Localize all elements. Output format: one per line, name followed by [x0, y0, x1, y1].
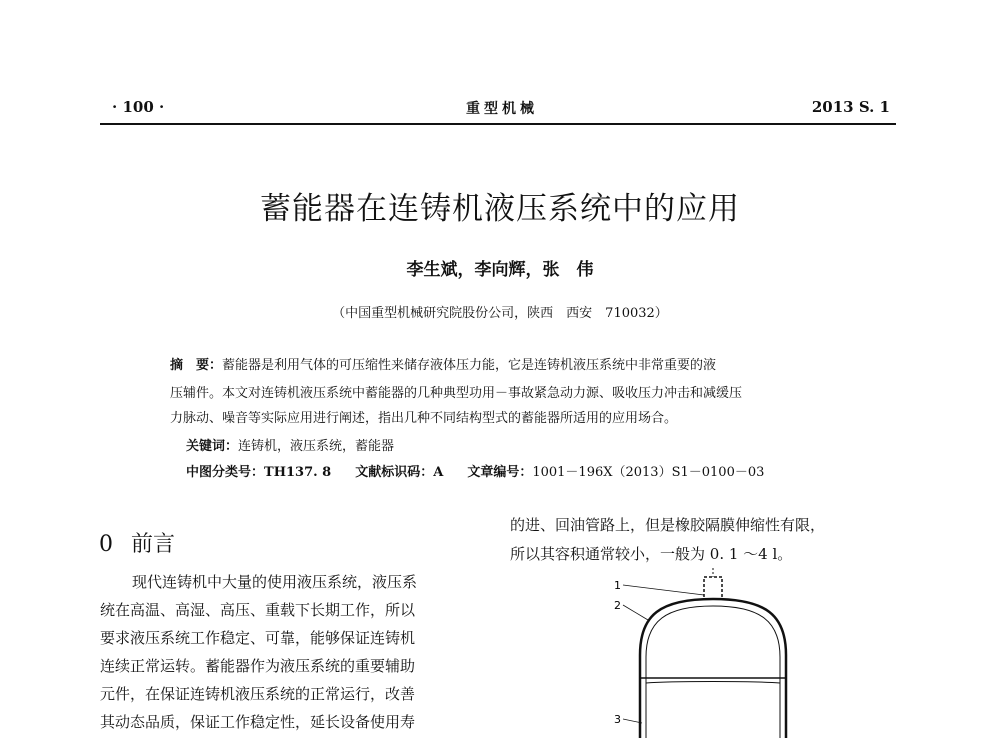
body-text-line: 所以其容积通常较小，一般为 0. 1 ～4 l。	[510, 545, 793, 563]
issue-number: 2013 S. 1	[811, 98, 890, 116]
article-affiliation: （中国重型机械研究院股份公司，陕西 西安 710032）	[332, 306, 668, 321]
journal-name: 重型机械	[466, 101, 538, 117]
body-text-line: 其动态品质，保证工作稳定性，延长设备使用寿	[100, 713, 416, 731]
figure-diaphragm-lower	[646, 682, 780, 684]
figure-shell-outer	[640, 599, 786, 738]
body-text-line: 元件，在保证连铸机液压系统的正常运行，改善	[100, 685, 416, 703]
keywords	[186, 435, 394, 454]
body-text-line: 现代连铸机中大量的使用液压系统，液压系	[132, 573, 418, 591]
body-text-line: 统在高温、高湿、高压、重载下长期工作，所以	[100, 601, 416, 619]
body-text-line: 的进、回油管路上，但是橡胶隔膜伸缩性有限，	[510, 516, 826, 534]
article-id-value: 1001－196X（2013）S1－0100－03	[532, 465, 765, 480]
figure-port	[704, 577, 722, 599]
clc-value: TH137. 8	[264, 465, 332, 480]
figure-label-3: 3	[614, 713, 621, 726]
header-rule	[100, 123, 896, 125]
classification-line	[186, 461, 812, 480]
figure-leader-1	[623, 585, 704, 595]
figure-shell-inner	[646, 606, 780, 738]
section-heading	[99, 527, 175, 558]
article-id-label: 文章编号：	[467, 465, 533, 480]
figure-label-1: 1	[614, 579, 621, 592]
doc-code-label: 文献标识码：	[355, 465, 434, 480]
page-number: · 100 ·	[112, 98, 165, 116]
section-title: 前言	[131, 532, 176, 557]
abstract-line	[170, 354, 716, 373]
abstract-line: 力脉动、噪音等实际应用进行阐述，指出几种不同结构型式的蓄能器所适用的应用场合。	[170, 411, 678, 426]
figure-leader-2	[623, 605, 648, 620]
body-text-line: 连续正常运转。蓄能器作为液压系统的重要辅助	[100, 657, 416, 675]
figure-label-2: 2	[614, 599, 621, 612]
article-authors: 李生斌，李向辉，张 伟	[406, 260, 594, 280]
section-number: 0	[99, 532, 113, 557]
abstract-line: 压辅件。本文对连铸机液压系统中蓄能器的几种典型功用－事故紧急动力源、吸收压力冲击和减缓压	[170, 386, 743, 401]
article-title: 蓄能器在连铸机液压系统中的应用	[260, 191, 740, 227]
abstract-label: 摘 要：	[170, 358, 223, 373]
accumulator-figure	[600, 565, 800, 738]
doc-code-value: A	[433, 465, 444, 480]
body-text-line: 要求液压系统工作稳定、可靠，能够保证连铸机	[100, 629, 416, 647]
keywords-value: 连铸机，液压系统，蓄能器	[238, 439, 395, 454]
keywords-label: 关键词：	[186, 439, 239, 454]
abstract-text: 蓄能器是利用气体的可压缩性来储存液体压力能，它是连铸机液压系统中非常重要的液	[222, 358, 717, 373]
clc-label: 中图分类号：	[186, 465, 265, 480]
